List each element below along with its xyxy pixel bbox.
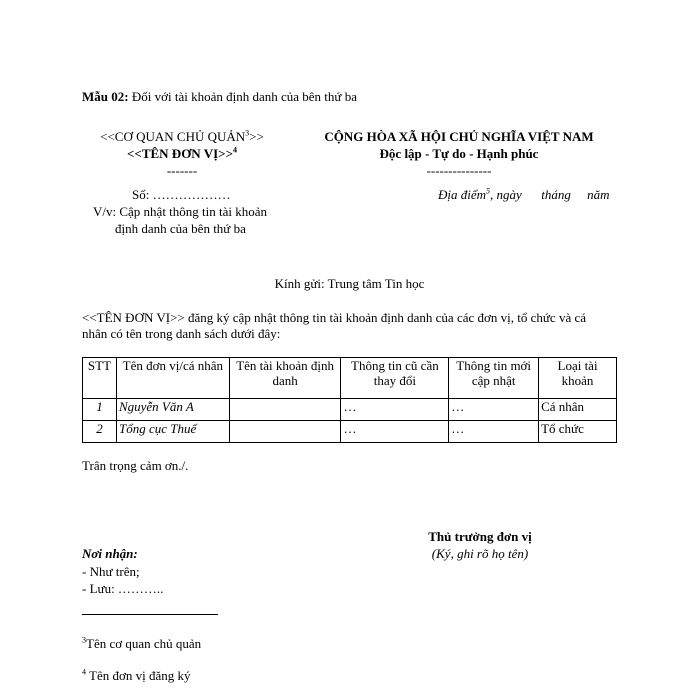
agency-footnote-mark: 3 [245,128,250,138]
cell-new-info: … [449,399,539,421]
cell-account-name [229,421,341,443]
country-name: CỘNG HÒA XÃ HỘI CHỦ NGHĨA VIỆT NAM [324,129,594,144]
footnote-text: Tên cơ quan chủ quản [86,636,202,651]
form-title-text: Đối với tài khoản định danh của bên thứ ba [128,89,357,104]
cell-account-name [229,399,341,421]
cell-stt: 2 [83,421,117,443]
cell-old-info: … [341,421,449,443]
document-number: Số: ……………… [132,187,231,202]
footnote-mark: 4 [82,667,86,677]
recipients-label: Nơi nhận: [82,546,138,561]
form-title-label: Mẫu 02: [82,89,129,104]
recipient-line: Kính gửi: Trung tâm Tin học [274,276,425,291]
unit-line [82,146,282,162]
unit-footnote-mark: 4 [232,145,237,155]
cell-stt: 1 [83,399,117,421]
header-old-info: Thông tin cũ cần thay đổi [341,358,449,399]
footnote-text: Tên đơn vị đăng ký [86,668,191,683]
header-new-info: Thông tin mới cập nhật [449,358,539,399]
header-stt: STT [83,358,117,399]
subject-line-1: V/v: Cập nhật thông tin tài khoản [93,204,268,219]
signer-note: (Ký, ghi rõ họ tên) [431,546,529,561]
intro-line-1: <<TÊN ĐƠN VỊ>> đăng ký cập nhật thông tin tài khoản định danh của các đơn vị, tổ chức và cá [82,310,587,325]
cell-old-info: … [341,399,449,421]
footnote-3 [82,636,201,652]
closing-text: Trân trọng cảm ơn./. [82,458,189,473]
cell-new-info: … [449,421,539,443]
table-row [83,399,617,421]
national-motto: Độc lập - Tự do - Hạnh phúc [379,146,539,161]
footnote-separator [82,614,218,615]
cell-account-type: Tổ chức [539,421,617,443]
cell-unit-name: Nguyễn Văn A [116,399,229,421]
right-dashes: --------------- [426,163,492,178]
account-update-table [82,357,617,443]
header-account-type: Loại tài khoản [539,358,617,399]
place-footnote-mark: 5 [486,186,491,196]
cell-account-type: Cá nhân [539,399,617,421]
cell-unit-name: Tổng cục Thuế [116,421,229,443]
table-header-row [83,358,617,399]
unit-name: <<TÊN ĐƠN VỊ>> [127,146,233,161]
agency-name-end: >> [249,129,264,144]
agency-name: <<CƠ QUAN CHỦ QUẢN [100,129,246,144]
footnote-mark: 3 [82,635,86,645]
place-date [438,187,610,203]
subject-line-2: định danh của bên thứ ba [115,221,246,236]
date-label: , ngày tháng năm [490,187,610,202]
place-label: Địa điểm [438,187,487,202]
table-row [83,421,617,443]
agency-line [82,129,282,145]
signer-title: Thủ trưởng đơn vị [428,529,532,544]
left-dashes: ------- [166,163,198,178]
intro-line-2: nhân có tên trong danh sách dưới đây: [82,326,281,341]
recipient-item: - Lưu: ……….. [82,581,164,596]
footnote-4 [82,668,190,684]
header-account-name: Tên tài khoản định danh [229,358,341,399]
form-title [82,89,357,105]
recipient-item: - Như trên; [82,564,140,579]
header-unit-name: Tên đơn vị/cá nhân [116,358,229,399]
